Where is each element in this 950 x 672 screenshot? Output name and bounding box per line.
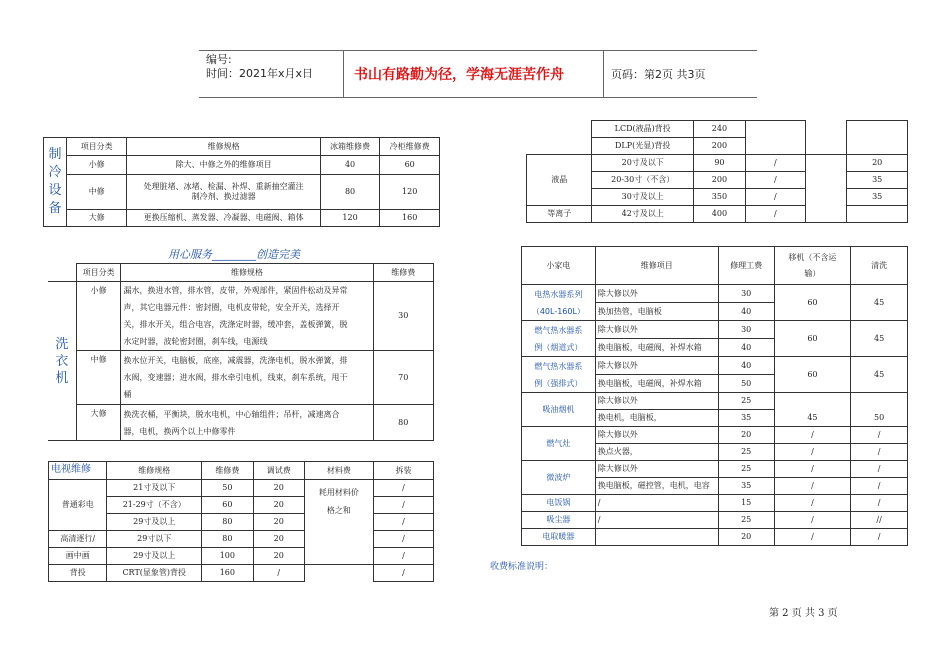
item-cell: 换电脑板，磁控管，电机，电容 xyxy=(595,478,718,495)
col-header: 冰箱维修费 xyxy=(320,138,380,156)
fee-cell: 80 xyxy=(373,405,433,441)
header-bottom-rule xyxy=(199,97,757,98)
fee-cell: 20 xyxy=(718,427,774,444)
fee-cell: 35 xyxy=(847,172,908,189)
clean-cell: / xyxy=(851,529,908,546)
category-cell: 中修 xyxy=(76,351,121,405)
clean-cell: / xyxy=(851,478,908,495)
fee-cell: 80 xyxy=(202,531,254,548)
fee-cell: / xyxy=(745,206,805,223)
fee-cell: 35 xyxy=(718,478,774,495)
washer-table xyxy=(48,263,434,441)
fee-cell: 350 xyxy=(693,189,745,206)
fee-cell: 200 xyxy=(693,138,745,155)
small-appliance-table xyxy=(521,246,908,546)
fee-cell: 120 xyxy=(320,210,380,227)
fee-cell: 35 xyxy=(847,189,908,206)
item-cell: 除大修以外 xyxy=(595,321,718,339)
header-divider xyxy=(343,50,344,97)
spec-cell: 21寸及以下 xyxy=(107,480,202,497)
col-header: 维修费 xyxy=(202,462,254,480)
move-cell: / xyxy=(774,444,851,461)
appliance-name: 燃气热水器系 例（烟道式） xyxy=(522,321,596,357)
fee-cell: 25 xyxy=(718,461,774,478)
col-header: 项目分类 xyxy=(76,264,121,282)
fee-cell: 80 xyxy=(320,175,380,210)
spec-cell: 漏水，换进水管，排水管，皮带，外观部件，紧固件松动及异常 声，其它电器元件：密封圈，电机皮带轮，安全开关，选择开 关，排水开关，组合电容，洗涤定时器，缓冲套，盖板弹簧，脱 水定时器，波轮密封圈，刹车线，电源线 xyxy=(121,282,373,351)
item-cell: 除大修以外 xyxy=(595,393,718,410)
fee-cell: 400 xyxy=(693,206,745,223)
spec-cell: LCD(液晶)背投 xyxy=(592,121,694,138)
appliance-name: 燃气热水器系 例（强排式） xyxy=(522,357,596,393)
spec-cell: 换洗衣桶，平衡块，脱水电机，中心轴组件；吊杆，减速离合 器，电机，换两个以上中修零件 xyxy=(121,405,373,441)
fee-cell: 20 xyxy=(847,155,908,172)
spec-cell: 除大、中修之外的维修项目 xyxy=(127,156,320,175)
item-cell xyxy=(595,529,718,546)
fee-cell: 60 xyxy=(202,497,254,514)
spec-cell: 29寸以下 xyxy=(107,531,202,548)
item-cell: 换加热管，电脑板 xyxy=(595,303,718,321)
item-cell: 除大修以外 xyxy=(595,357,718,375)
fee-cell: / xyxy=(373,497,433,514)
appliance-name: 燃气灶 xyxy=(522,427,596,461)
fee-cell: 120 xyxy=(380,175,440,210)
fee-cell: 40 xyxy=(718,357,774,375)
fee-cell: 80 xyxy=(202,514,254,531)
appliance-name: 吸油烟机 xyxy=(522,393,596,427)
spec-cell: 29寸及以上 xyxy=(107,514,202,531)
fee-cell: 20 xyxy=(253,548,304,565)
fee-cell: 200 xyxy=(693,172,745,189)
spec-cell: CRT(显象管)背投 xyxy=(107,565,202,582)
col-header: 维修项目 xyxy=(595,247,718,285)
appliance-name: 微波炉 xyxy=(522,461,596,495)
col-header: 维修规格 xyxy=(121,264,373,282)
col-header: 小家电 xyxy=(522,247,596,285)
item-cell: 除大修以外 xyxy=(595,285,718,303)
fee-cell: 70 xyxy=(373,351,433,405)
fee-cell: 240 xyxy=(693,121,745,138)
fee-cell: / xyxy=(373,480,433,497)
page-label: 页码：第2页 共3页 xyxy=(611,68,706,81)
fee-cell: 35 xyxy=(718,410,774,427)
fridge-side-label: 制 冷 设 备 xyxy=(44,138,67,227)
col-header: 修理工费 xyxy=(718,247,774,285)
col-header: 拆装 xyxy=(373,462,433,480)
col-header: 项目分类 xyxy=(66,138,127,156)
move-cell: / xyxy=(774,478,851,495)
fee-cell: 60 xyxy=(380,156,440,175)
col-header: 材料费 xyxy=(304,462,373,480)
fee-cell: 90 xyxy=(693,155,745,172)
category-cell: 大修 xyxy=(66,210,127,227)
item-cell: 换点火器， xyxy=(595,444,718,461)
col-header: 维修费 xyxy=(373,264,433,282)
fee-cell: / xyxy=(745,155,805,172)
spec-cell: 换水位开关，电脑板，底座，减震器，洗涤电机，脱水弹簧，排 水阀，变速器；进水阀，排水牵引电机，线束，刹车系统，甩干 桶 xyxy=(121,351,373,405)
fee-cell: / xyxy=(253,565,304,582)
move-cell: / xyxy=(774,529,851,546)
move-cell: / xyxy=(774,427,851,444)
fee-cell: 40 xyxy=(320,156,380,175)
spec-cell: 更换压缩机、蒸发器、冷凝器、电磁阀、箱体 xyxy=(127,210,320,227)
motto: 书山有路勤为径，学海无涯苦作舟 xyxy=(354,67,564,83)
material-cell: 耗用材料价 格之和 xyxy=(304,480,373,565)
fee-cell: 30 xyxy=(718,321,774,339)
appliance-name: 吸尘器 xyxy=(522,512,596,529)
move-cell: 60 xyxy=(774,357,851,393)
category-cell: 大修 xyxy=(76,405,121,441)
move-cell: 45 xyxy=(774,393,851,427)
tv-group-label: 高清逐行/ xyxy=(49,531,107,548)
spec-cell: 42寸及以上 xyxy=(592,206,694,223)
appliance-name: 电热水器系列 （40L-160L） xyxy=(522,285,596,321)
fee-cell: / xyxy=(745,172,805,189)
slogan: 用心服务________创造完美 xyxy=(168,248,300,261)
move-cell: 60 xyxy=(774,321,851,357)
spec-cell: 29寸及以上 xyxy=(107,548,202,565)
number-label: 编号: xyxy=(206,53,232,66)
spec-cell: 21-29寸（不含） xyxy=(107,497,202,514)
category-cell: 小修 xyxy=(76,282,121,351)
fee-cell: 40 xyxy=(718,303,774,321)
item-cell: / xyxy=(595,495,718,512)
clean-cell: / xyxy=(851,495,908,512)
fee-note: 收费标准说明： xyxy=(490,562,554,572)
spec-cell: DLP(光显)背投 xyxy=(592,138,694,155)
fridge-table xyxy=(43,137,440,227)
fee-cell: / xyxy=(373,514,433,531)
clean-cell: / xyxy=(851,427,908,444)
fee-cell: 50 xyxy=(202,480,254,497)
move-cell: / xyxy=(774,495,851,512)
fee-cell: 40 xyxy=(718,339,774,357)
fee-cell: 15 xyxy=(718,495,774,512)
category-cell: 中修 xyxy=(66,175,127,210)
spec-cell: 20-30寸（不含） xyxy=(592,172,694,189)
fee-cell: 20 xyxy=(718,529,774,546)
clean-cell: 45 xyxy=(851,357,908,393)
tv-group-label: 等离子 xyxy=(527,206,592,223)
col-header: 维修规格 xyxy=(127,138,320,156)
clean-cell: // xyxy=(851,512,908,529)
fee-cell: / xyxy=(373,565,433,582)
move-cell: / xyxy=(774,461,851,478)
tv-group-label: 液晶 xyxy=(527,155,592,206)
move-cell: 60 xyxy=(774,285,851,321)
spec-cell: 30寸及以上 xyxy=(592,189,694,206)
fee-cell: 20 xyxy=(253,497,304,514)
tv-group-label: 画中画 xyxy=(49,548,107,565)
item-cell: 除大修以外 xyxy=(595,427,718,444)
time-label: 时间：2021年x月x日 xyxy=(206,67,314,80)
fee-cell: 100 xyxy=(202,548,254,565)
fee-cell: 30 xyxy=(718,285,774,303)
fee-cell: 50 xyxy=(718,375,774,393)
fee-cell: / xyxy=(373,531,433,548)
fee-cell: 30 xyxy=(373,282,433,351)
col-header: 冷柜维修费 xyxy=(380,138,440,156)
page-footer: 第 2 页 共 3 页 xyxy=(769,608,838,619)
clean-cell: 45 xyxy=(851,285,908,321)
item-cell: / xyxy=(595,512,718,529)
fee-cell: 20 xyxy=(253,531,304,548)
fee-cell: 20 xyxy=(253,514,304,531)
washer-side-label: 洗 衣 机 xyxy=(48,282,76,441)
item-cell: 换电脑板，电磁阀，补焊水箱 xyxy=(595,339,718,357)
fee-cell: 25 xyxy=(718,393,774,410)
fee-cell xyxy=(847,206,908,223)
col-header: 移机（不含运 输） xyxy=(774,247,851,285)
item-cell: 换电机，电脑板， xyxy=(595,410,718,427)
appliance-name: 电取暖器 xyxy=(522,529,596,546)
tv-table xyxy=(48,461,434,582)
fee-cell: 25 xyxy=(718,444,774,461)
item-cell: 换电脑板，电磁阀，补焊水箱 xyxy=(595,375,718,393)
fee-cell: 25 xyxy=(718,512,774,529)
col-header: 维修规格 xyxy=(107,462,202,480)
category-cell: 小修 xyxy=(66,156,127,175)
clean-cell: / xyxy=(851,461,908,478)
clean-cell: 45 xyxy=(851,321,908,357)
clean-cell: / xyxy=(851,444,908,461)
fee-cell: / xyxy=(745,189,805,206)
tv-group-label: 普通彩电 xyxy=(49,480,107,531)
fee-cell: / xyxy=(373,548,433,565)
fee-cell: 20 xyxy=(253,480,304,497)
clean-cell: 50 xyxy=(851,393,908,427)
tv-group-label: 背投 xyxy=(49,565,107,582)
spec-cell: 20寸及以下 xyxy=(592,155,694,172)
col-header: 清洗 xyxy=(851,247,908,285)
spec-cell: 处理脏堵、冰堵、检漏、补焊、重新抽空灌注 制冷剂、换过滤器 xyxy=(127,175,320,210)
header-top-rule xyxy=(199,50,757,51)
fee-cell: 160 xyxy=(380,210,440,227)
appliance-name: 电饭锅 xyxy=(522,495,596,512)
col-header: 调试费 xyxy=(253,462,304,480)
item-cell: 除大修以外 xyxy=(595,461,718,478)
fee-cell: 160 xyxy=(202,565,254,582)
tv-title: 电视维修 xyxy=(49,462,107,480)
move-cell: / xyxy=(774,512,851,529)
header-divider xyxy=(603,50,604,97)
tv2-table xyxy=(526,120,908,223)
